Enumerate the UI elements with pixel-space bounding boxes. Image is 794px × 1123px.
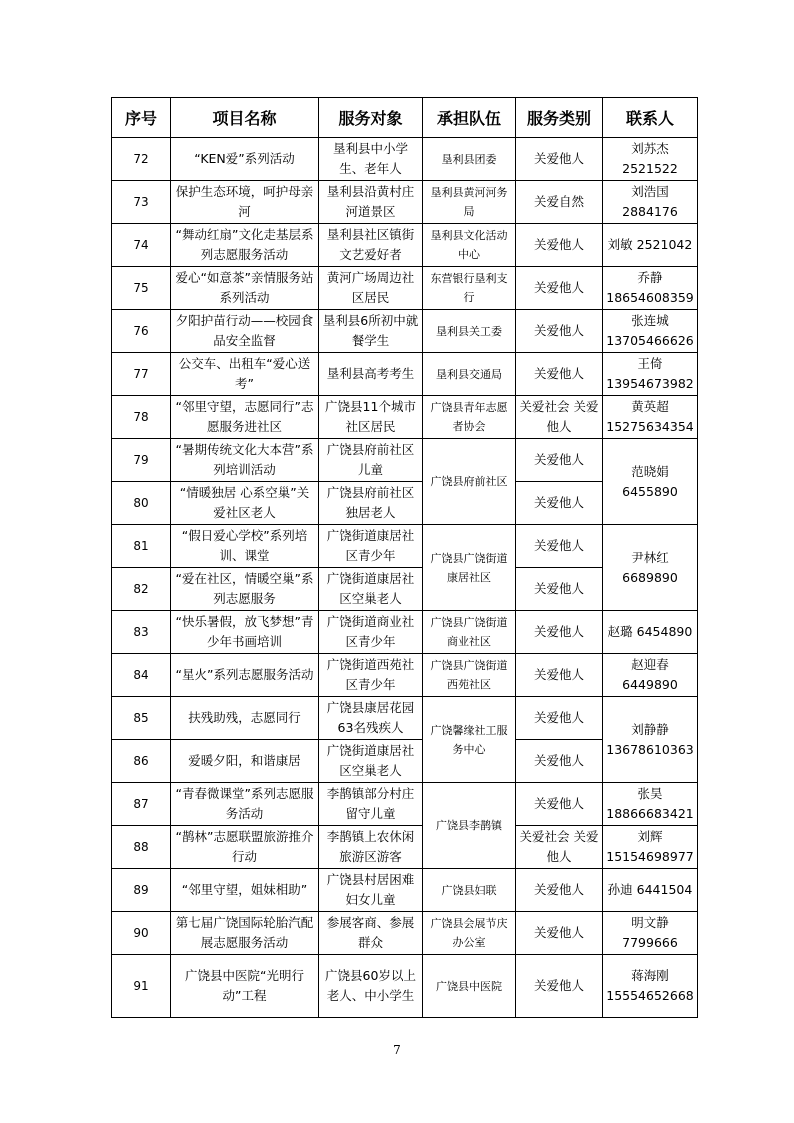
project-name: 扶残助残，志愿同行 <box>171 697 319 740</box>
table-row <box>112 955 698 1018</box>
table-row <box>112 138 698 181</box>
contact: 刘辉 15154698977 <box>603 826 698 869</box>
project-name: 爱暖夕阳，和谐康居 <box>171 740 319 783</box>
service-team: 广饶县广饶街道商业社区 <box>423 611 516 654</box>
row-number: 78 <box>112 396 171 439</box>
service-team: 广饶县中医院 <box>423 955 516 1018</box>
row-number: 74 <box>112 224 171 267</box>
service-category: 关爱他人 <box>516 267 603 310</box>
contact: 孙迪 6441504 <box>603 869 698 912</box>
contact: 王倚 13954673982 <box>603 353 698 396</box>
row-number: 86 <box>112 740 171 783</box>
service-team: 广饶县青年志愿者协会 <box>423 396 516 439</box>
project-name: “星火”系列志愿服务活动 <box>171 654 319 697</box>
row-number: 72 <box>112 138 171 181</box>
service-team: 东营银行垦利支行 <box>423 267 516 310</box>
table-row <box>112 912 698 955</box>
contact: 刘苏杰 2521522 <box>603 138 698 181</box>
contact: 范晓娟 6455890 <box>603 439 698 525</box>
service-team: 垦利县黄河河务局 <box>423 181 516 224</box>
contact: 刘敏 2521042 <box>603 224 698 267</box>
service-category: 关爱他人 <box>516 138 603 181</box>
row-number: 91 <box>112 955 171 1018</box>
project-name: 公交车、出租车“爱心送考” <box>171 353 319 396</box>
service-category: 关爱他人 <box>516 654 603 697</box>
service-target: 垦利县沿黄村庄河道景区 <box>319 181 423 224</box>
service-team: 广饶县广饶街道西苑社区 <box>423 654 516 697</box>
table-row <box>112 396 698 439</box>
service-target: 垦利县社区镇街文艺爱好者 <box>319 224 423 267</box>
service-target: 垦利县6所初中就餐学生 <box>319 310 423 353</box>
service-target: 广饶街道康居社区青少年 <box>319 525 423 568</box>
contact: 张连城 13705466626 <box>603 310 698 353</box>
project-table <box>111 97 698 1018</box>
project-name: 保护生态环境，呵护母亲河 <box>171 181 319 224</box>
table-row <box>112 224 698 267</box>
service-target: 广饶县府前社区独居老人 <box>319 482 423 525</box>
project-name: “假日爱心学校”系列培训、课堂 <box>171 525 319 568</box>
row-number: 79 <box>112 439 171 482</box>
contact: 蒋海刚 15554652668 <box>603 955 698 1018</box>
service-category: 关爱他人 <box>516 525 603 568</box>
project-name: “情暖独居 心系空巢”关爱社区老人 <box>171 482 319 525</box>
service-target: 垦利县中小学生、老年人 <box>319 138 423 181</box>
page-number: 7 <box>393 1043 401 1057</box>
contact: 赵迎春 6449890 <box>603 654 698 697</box>
table-row <box>112 869 698 912</box>
service-team: 广饶县李鹊镇 <box>423 783 516 869</box>
table-row <box>112 697 698 740</box>
service-target: 广饶县府前社区儿童 <box>319 439 423 482</box>
table-row <box>112 783 698 826</box>
table-row <box>112 525 698 568</box>
service-category: 关爱他人 <box>516 611 603 654</box>
project-name: “KEN爱”系列活动 <box>171 138 319 181</box>
row-number: 82 <box>112 568 171 611</box>
service-target: 广饶县村居困难妇女儿童 <box>319 869 423 912</box>
service-team: 广饶县妇联 <box>423 869 516 912</box>
row-number: 80 <box>112 482 171 525</box>
contact: 黄英超 15275634354 <box>603 396 698 439</box>
contact: 尹林红 6689890 <box>603 525 698 611</box>
header-cell: 承担队伍 <box>423 98 516 138</box>
contact: 刘浩国 2884176 <box>603 181 698 224</box>
project-name: “暑期传统文化大本营”系列培训活动 <box>171 439 319 482</box>
service-category: 关爱他人 <box>516 310 603 353</box>
row-number: 85 <box>112 697 171 740</box>
contact: 刘静静 13678610363 <box>603 697 698 783</box>
service-category: 关爱他人 <box>516 912 603 955</box>
project-name: 爱心“如意茶”亲情服务站系列活动 <box>171 267 319 310</box>
service-team: 广饶县府前社区 <box>423 439 516 525</box>
row-number: 81 <box>112 525 171 568</box>
service-team: 广饶县广饶街道康居社区 <box>423 525 516 611</box>
header-cell: 序号 <box>112 98 171 138</box>
service-target: 李鹊镇上农休闲旅游区游客 <box>319 826 423 869</box>
service-target: 广饶街道西苑社区青少年 <box>319 654 423 697</box>
service-category: 关爱他人 <box>516 353 603 396</box>
service-team: 垦利县团委 <box>423 138 516 181</box>
service-target: 广饶县康居花园63名残疾人 <box>319 697 423 740</box>
service-target: 垦利县高考考生 <box>319 353 423 396</box>
table-row <box>112 267 698 310</box>
service-team: 广饶县会展节庆办公室 <box>423 912 516 955</box>
service-team: 垦利县关工委 <box>423 310 516 353</box>
service-target: 参展客商、参展群众 <box>319 912 423 955</box>
row-number: 76 <box>112 310 171 353</box>
row-number: 75 <box>112 267 171 310</box>
service-category: 关爱他人 <box>516 955 603 1018</box>
project-name: “舞动红扇”文化走基层系列志愿服务活动 <box>171 224 319 267</box>
service-target: 黄河广场周边社区居民 <box>319 267 423 310</box>
project-name: “邻里守望，志愿同行”志愿服务进社区 <box>171 396 319 439</box>
table-row <box>112 826 698 869</box>
project-name: “爱在社区，情暖空巢”系列志愿服务 <box>171 568 319 611</box>
service-category: 关爱他人 <box>516 697 603 740</box>
project-name: “鹊林”志愿联盟旅游推介行动 <box>171 826 319 869</box>
service-team: 垦利县交通局 <box>423 353 516 396</box>
row-number: 84 <box>112 654 171 697</box>
header-cell: 服务对象 <box>319 98 423 138</box>
project-name: 夕阳护苗行动——校园食品安全监督 <box>171 310 319 353</box>
service-category: 关爱他人 <box>516 224 603 267</box>
row-number: 87 <box>112 783 171 826</box>
row-number: 83 <box>112 611 171 654</box>
table-row <box>112 353 698 396</box>
service-category: 关爱他人 <box>516 869 603 912</box>
contact: 乔静 18654608359 <box>603 267 698 310</box>
table-row <box>112 310 698 353</box>
service-target: 广饶街道商业社区青少年 <box>319 611 423 654</box>
header-cell: 项目名称 <box>171 98 319 138</box>
project-name: “快乐暑假，放飞梦想”青少年书画培训 <box>171 611 319 654</box>
table-row <box>112 611 698 654</box>
contact: 明文静 7799666 <box>603 912 698 955</box>
service-category: 关爱自然 <box>516 181 603 224</box>
service-target: 广饶县11个城市社区居民 <box>319 396 423 439</box>
service-category: 关爱他人 <box>516 740 603 783</box>
contact: 张昊 18866683421 <box>603 783 698 826</box>
service-target: 广饶街道康居社区空巢老人 <box>319 740 423 783</box>
service-category: 关爱社会 关爱他人 <box>516 396 603 439</box>
service-target: 广饶街道康居社区空巢老人 <box>319 568 423 611</box>
project-name: 广饶县中医院“光明行动”工程 <box>171 955 319 1018</box>
header-cell: 联系人 <box>603 98 698 138</box>
table-header-row <box>112 98 698 138</box>
project-name: “邻里守望，姐妹相助” <box>171 869 319 912</box>
service-target: 广饶县60岁以上老人、中小学生 <box>319 955 423 1018</box>
table-row <box>112 181 698 224</box>
project-name: 第七届广饶国际轮胎汽配展志愿服务活动 <box>171 912 319 955</box>
service-category: 关爱他人 <box>516 482 603 525</box>
row-number: 73 <box>112 181 171 224</box>
row-number: 88 <box>112 826 171 869</box>
service-category: 关爱他人 <box>516 568 603 611</box>
service-category: 关爱他人 <box>516 783 603 826</box>
service-team: 广饶馨缘社工服务中心 <box>423 697 516 783</box>
table-row <box>112 654 698 697</box>
service-category: 关爱社会 关爱他人 <box>516 826 603 869</box>
table-row <box>112 439 698 482</box>
service-team: 垦利县文化活动中心 <box>423 224 516 267</box>
row-number: 77 <box>112 353 171 396</box>
header-cell: 服务类别 <box>516 98 603 138</box>
row-number: 90 <box>112 912 171 955</box>
project-name: “青春微课堂”系列志愿服务活动 <box>171 783 319 826</box>
service-target: 李鹊镇部分村庄留守儿童 <box>319 783 423 826</box>
service-category: 关爱他人 <box>516 439 603 482</box>
row-number: 89 <box>112 869 171 912</box>
contact: 赵璐 6454890 <box>603 611 698 654</box>
